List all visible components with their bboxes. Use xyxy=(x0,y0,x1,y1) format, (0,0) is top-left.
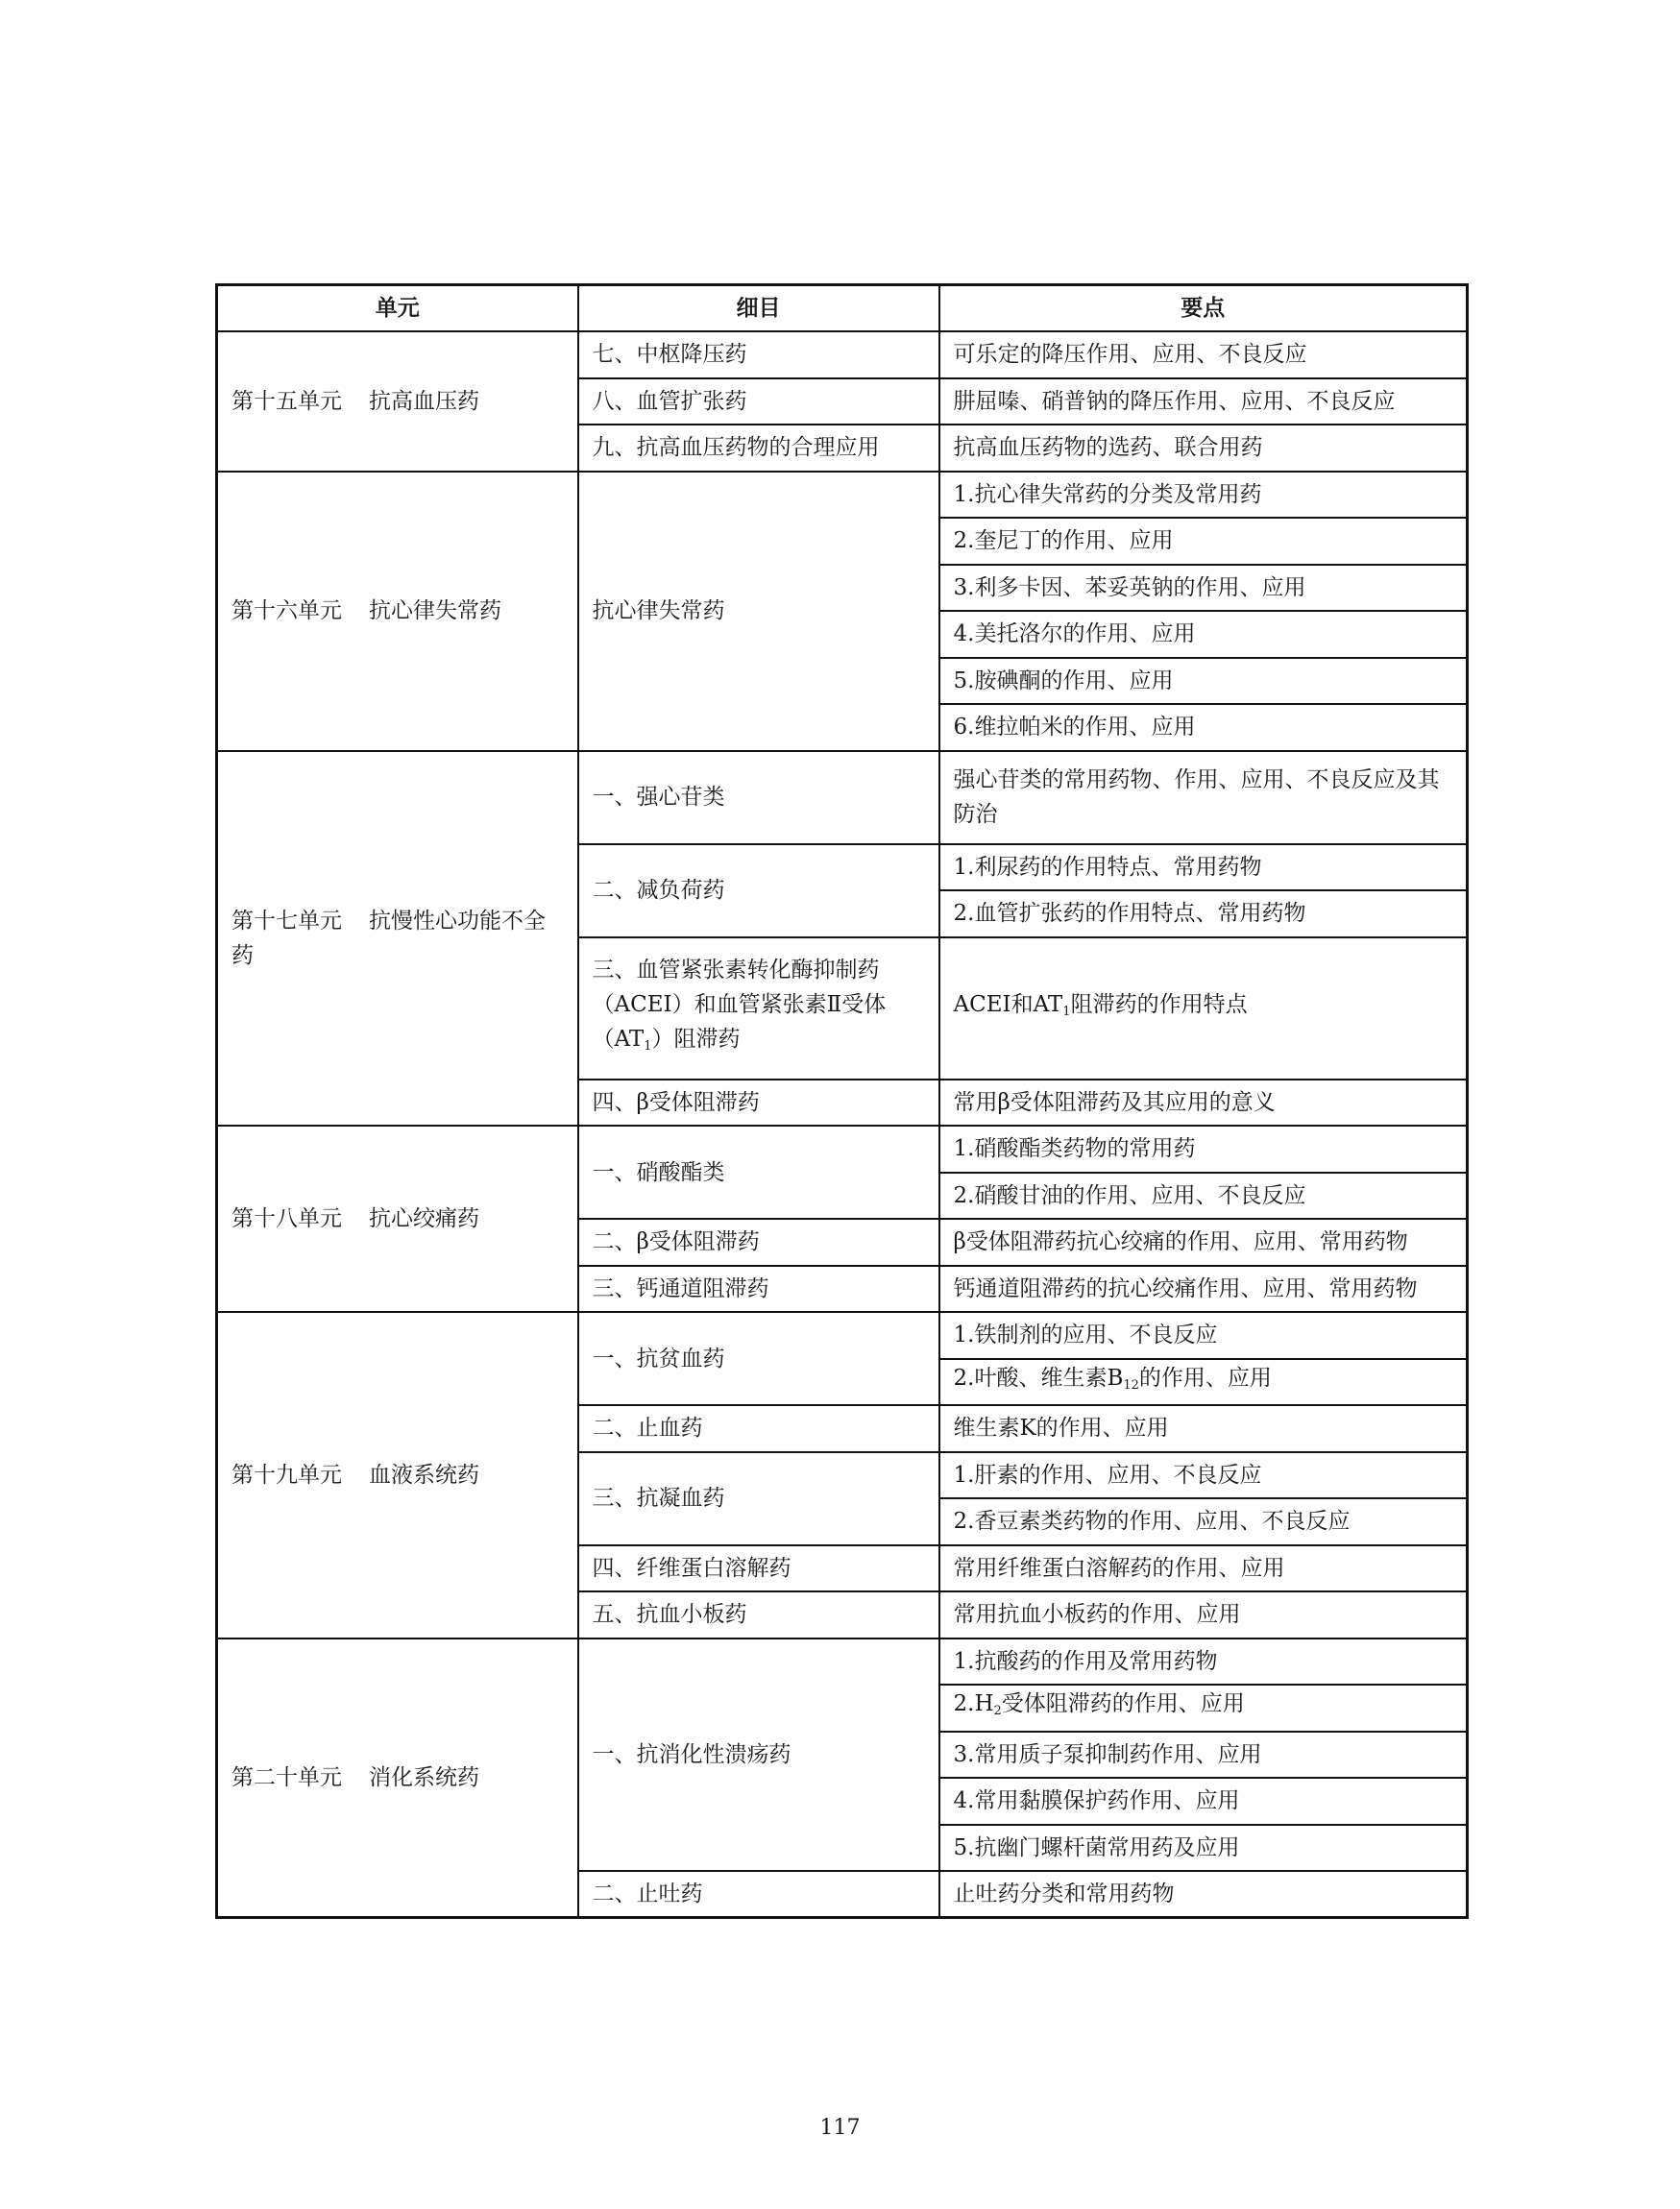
unit-topic: 抗心律失常药 xyxy=(369,598,501,623)
point-text: ACEI和AT xyxy=(953,991,1063,1017)
unit-name: 第二十单元 xyxy=(231,1764,342,1790)
item-cell: 二、减负荷药 xyxy=(578,844,939,937)
point-cell: 钙通道阻滞药的抗心绞痛作用、应用、常用药物 xyxy=(939,1266,1468,1313)
point-cell: 2.硝酸甘油的作用、应用、不良反应 xyxy=(939,1173,1468,1220)
point-cell xyxy=(939,1685,1468,1732)
unit-cell-20 xyxy=(217,1639,578,1918)
page-number: 117 xyxy=(819,2116,861,2140)
point-text: 阻滞药的作用特点 xyxy=(1070,991,1248,1017)
point-cell: 4.美托洛尔的作用、应用 xyxy=(939,611,1468,658)
unit-cell-18 xyxy=(217,1126,578,1312)
unit-topic: 抗高血压药 xyxy=(369,388,479,414)
point-cell: 1.抗心律失常药的分类及常用药 xyxy=(939,472,1468,519)
point-cell: 抗高血压药物的选药、联合用药 xyxy=(939,425,1468,472)
point-cell: 3.利多卡因、苯妥英钠的作用、应用 xyxy=(939,565,1468,612)
point-cell: 肼屈嗪、硝普钠的降压作用、应用、不良反应 xyxy=(939,378,1468,425)
unit-topic: 抗慢性心功能不全药 xyxy=(231,908,546,968)
item-cell: 抗心律失常药 xyxy=(578,472,939,751)
item-cell xyxy=(578,937,939,1080)
item-cell: 三、抗凝血药 xyxy=(578,1452,939,1545)
unit-topic: 血液系统药 xyxy=(369,1462,479,1488)
unit-name: 第十五单元 xyxy=(231,388,342,414)
unit-name: 第十八单元 xyxy=(231,1206,342,1231)
point-cell: 强心苷类的常用药物、作用、应用、不良反应及其防治 xyxy=(939,751,1468,844)
point-cell: 4.常用黏膜保护药作用、应用 xyxy=(939,1778,1468,1825)
unit-cell-16 xyxy=(217,472,578,751)
point-cell: 2.奎尼丁的作用、应用 xyxy=(939,518,1468,565)
item-cell: 二、β受体阻滞药 xyxy=(578,1219,939,1266)
item-cell: 二、止吐药 xyxy=(578,1871,939,1918)
point-cell: 6.维拉帕米的作用、应用 xyxy=(939,704,1468,751)
syllabus-table xyxy=(215,283,1469,1919)
point-cell: β受体阻滞药抗心绞痛的作用、应用、常用药物 xyxy=(939,1219,1468,1266)
item-cell: 四、纤维蛋白溶解药 xyxy=(578,1545,939,1592)
table-row xyxy=(217,472,1468,519)
point-cell: 常用β受体阻滞药及其应用的意义 xyxy=(939,1080,1468,1127)
unit-name: 第十七单元 xyxy=(231,908,342,934)
point-text: 的作用、应用 xyxy=(1138,1365,1272,1391)
header-point: 要点 xyxy=(939,285,1468,332)
subscript: 2 xyxy=(993,1704,1002,1719)
item-cell: 八、血管扩张药 xyxy=(578,378,939,425)
point-cell: 2.血管扩张药的作用特点、常用药物 xyxy=(939,890,1468,937)
unit-name: 第十六单元 xyxy=(231,598,342,623)
item-cell: 四、β受体阻滞药 xyxy=(578,1080,939,1127)
item-cell: 二、止血药 xyxy=(578,1405,939,1452)
table-row xyxy=(217,1312,1468,1359)
item-cell: 一、强心苷类 xyxy=(578,751,939,844)
table-row xyxy=(217,1126,1468,1173)
point-cell: 5.胺碘酮的作用、应用 xyxy=(939,658,1468,705)
point-cell: 常用纤维蛋白溶解药的作用、应用 xyxy=(939,1545,1468,1592)
item-text: 三、血管紧张素转化酶抑制药（ACEI）和血管紧张素Ⅱ受体（AT xyxy=(592,957,887,1052)
header-item: 细目 xyxy=(578,285,939,332)
point-cell: 3.常用质子泵抑制药作用、应用 xyxy=(939,1732,1468,1779)
point-cell: 止吐药分类和常用药物 xyxy=(939,1871,1468,1918)
point-cell: 1.抗酸药的作用及常用药物 xyxy=(939,1639,1468,1686)
point-text: 2.叶酸、维生素B xyxy=(953,1365,1124,1391)
point-cell: 可乐定的降压作用、应用、不良反应 xyxy=(939,331,1468,378)
table-row xyxy=(217,1639,1468,1686)
item-cell: 五、抗血小板药 xyxy=(578,1591,939,1639)
unit-topic: 消化系统药 xyxy=(369,1764,479,1790)
item-cell: 七、中枢降压药 xyxy=(578,331,939,378)
header-unit: 单元 xyxy=(217,285,578,332)
item-cell: 九、抗高血压药物的合理应用 xyxy=(578,425,939,472)
subscript: 1 xyxy=(1062,1004,1071,1019)
header-row xyxy=(217,285,1468,332)
subscript: 1 xyxy=(644,1038,652,1054)
unit-cell-15 xyxy=(217,331,578,472)
item-cell: 一、抗消化性溃疡药 xyxy=(578,1639,939,1872)
point-cell xyxy=(939,937,1468,1080)
unit-cell-17 xyxy=(217,751,578,1127)
point-cell: 1.硝酸酯类药物的常用药 xyxy=(939,1126,1468,1173)
point-cell: 5.抗幽门螺杆菌常用药及应用 xyxy=(939,1825,1468,1872)
point-cell: 1.利尿药的作用特点、常用药物 xyxy=(939,844,1468,891)
point-cell: 维生素K的作用、应用 xyxy=(939,1405,1468,1452)
unit-topic: 抗心绞痛药 xyxy=(369,1206,479,1231)
point-text: 2.H xyxy=(953,1691,994,1717)
point-cell: 1.铁制剂的应用、不良反应 xyxy=(939,1312,1468,1359)
point-cell: 常用抗血小板药的作用、应用 xyxy=(939,1591,1468,1639)
point-text: 受体阻滞药的作用、应用 xyxy=(1001,1691,1245,1717)
point-cell: 1.肝素的作用、应用、不良反应 xyxy=(939,1452,1468,1499)
item-text: ）阻滞药 xyxy=(651,1026,741,1052)
point-cell xyxy=(939,1359,1468,1406)
table-row xyxy=(217,751,1468,844)
item-cell: 三、钙通道阻滞药 xyxy=(578,1266,939,1313)
subscript: 12 xyxy=(1123,1377,1139,1393)
unit-cell-19 xyxy=(217,1312,578,1639)
item-cell: 一、抗贫血药 xyxy=(578,1312,939,1405)
table-row xyxy=(217,331,1468,378)
unit-name: 第十九单元 xyxy=(231,1462,342,1488)
item-cell: 一、硝酸酯类 xyxy=(578,1126,939,1219)
point-cell: 2.香豆素类药物的作用、应用、不良反应 xyxy=(939,1498,1468,1545)
